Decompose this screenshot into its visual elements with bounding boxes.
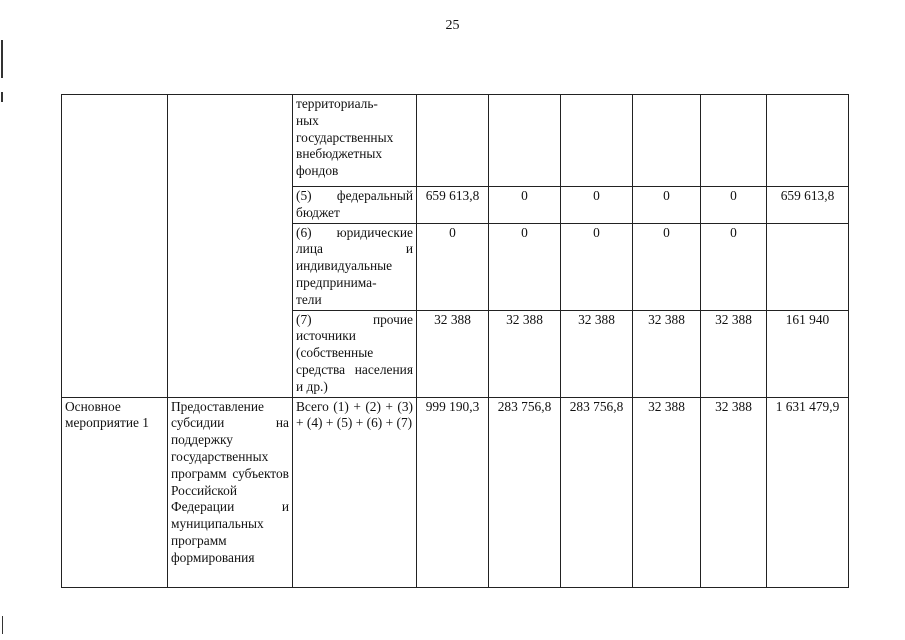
value-cell: 0: [701, 187, 767, 224]
value-cell: 32 388: [561, 310, 633, 397]
value-cell: 0: [561, 223, 633, 310]
value-cell: 0: [701, 223, 767, 310]
description-cell: Предоставление субсидии на поддержку государственных программ субъектов Российской Федерации и муниципальных программ формирования: [168, 397, 293, 587]
event-cell: Основное мероприятие 1: [62, 397, 168, 587]
value-cell: 659 613,8: [417, 187, 489, 224]
value-cell: 0: [489, 187, 561, 224]
funding-source-cell: Всего (1) + (2) + (3) + (4) + (5) + (6) + (7): [293, 397, 417, 587]
value-cell: 0: [561, 187, 633, 224]
margin-binding-mark: [2, 616, 3, 634]
margin-binding-mark: [1, 40, 3, 78]
margin-binding-mark: [1, 92, 3, 102]
event-cell: [62, 95, 168, 398]
value-cell: 0: [633, 187, 701, 224]
table-row: [62, 95, 849, 187]
value-cell: [489, 95, 561, 187]
total-cell: [767, 223, 849, 310]
budget-table: [61, 94, 849, 588]
value-cell: 32 388: [701, 310, 767, 397]
funding-source-cell: (7) прочие источники (собственные средства населения и др.): [293, 310, 417, 397]
value-cell: 32 388: [701, 397, 767, 587]
total-cell: 161 940: [767, 310, 849, 397]
value-cell: 283 756,8: [489, 397, 561, 587]
value-cell: [417, 95, 489, 187]
value-cell: [561, 95, 633, 187]
value-cell: 283 756,8: [561, 397, 633, 587]
page-number: 25: [445, 18, 460, 33]
total-cell: 659 613,8: [767, 187, 849, 224]
value-cell: [701, 95, 767, 187]
value-cell: 32 388: [633, 397, 701, 587]
value-cell: 32 388: [417, 310, 489, 397]
total-cell: [767, 95, 849, 187]
value-cell: 32 388: [489, 310, 561, 397]
value-cell: [633, 95, 701, 187]
value-cell: 999 190,3: [417, 397, 489, 587]
funding-source-cell: (6) юридические лица и индивидуальные предпринима- тели: [293, 223, 417, 310]
total-cell: 1 631 479,9: [767, 397, 849, 587]
value-cell: 0: [489, 223, 561, 310]
funding-source-cell: территориаль- ных государственных внебюджетных фондов: [293, 95, 417, 187]
table-row: [62, 397, 849, 587]
value-cell: 0: [633, 223, 701, 310]
value-cell: 0: [417, 223, 489, 310]
funding-source-cell: (5) федеральный бюджет: [293, 187, 417, 224]
value-cell: 32 388: [633, 310, 701, 397]
description-cell: [168, 95, 293, 398]
